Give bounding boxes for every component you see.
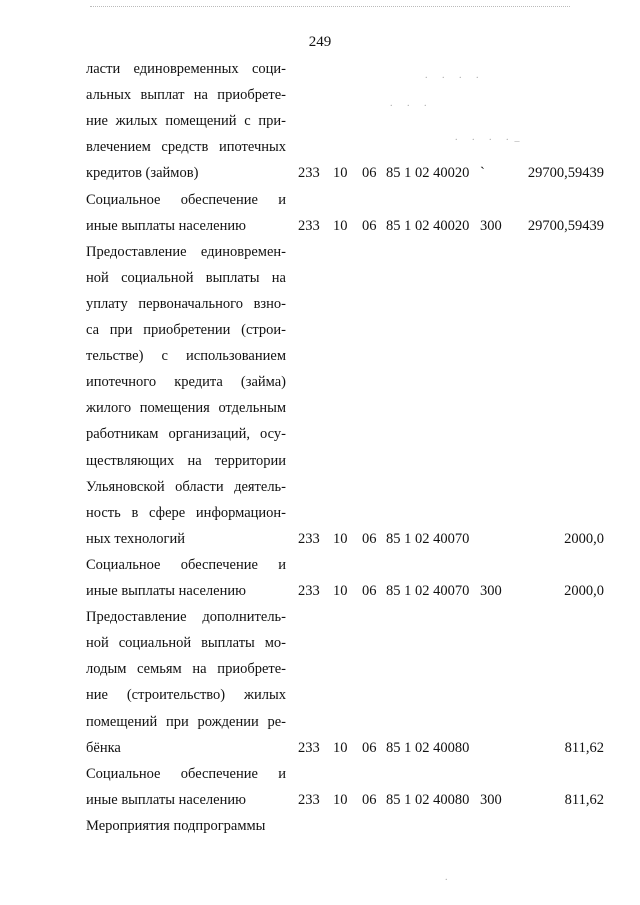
admin-code: 233: [298, 791, 320, 808]
amount: 811,62: [564, 791, 604, 808]
scan-noise: . . . .: [425, 70, 485, 81]
section-code: 10: [333, 739, 348, 756]
table-line: [0, 630, 640, 656]
table-line: [0, 343, 640, 369]
expense-type-code: 300: [480, 583, 502, 599]
row-description-line: влечением средств ипотечных: [86, 139, 286, 156]
table-line: [0, 395, 640, 421]
amount: 29700,59439: [527, 165, 604, 182]
subsection-code: 06: [362, 530, 377, 547]
target-article-code: 85 1 02 40070: [386, 583, 470, 599]
admin-code: 233: [298, 217, 320, 234]
row-description-line: ной социальной выплаты на: [86, 269, 286, 286]
table-line: [0, 265, 640, 291]
section-code: 10: [333, 583, 348, 599]
row-description-line: ласти единовременных соци-: [86, 61, 286, 77]
table-line: [0, 787, 640, 813]
amount: 811,62: [564, 739, 604, 756]
subsection-code: 06: [362, 583, 377, 599]
scan-artifact: [90, 6, 570, 11]
row-description-line: ществляющих на территории: [86, 452, 286, 469]
section-code: 10: [333, 217, 348, 234]
expense-type-code: 300: [480, 791, 502, 808]
table-line: [0, 761, 640, 787]
section-code: 10: [333, 791, 348, 808]
table-line: [0, 317, 640, 343]
row-description-line: жилого помещения отдельным: [86, 400, 286, 417]
row-description-line: альных выплат на приобрете-: [86, 87, 286, 104]
row-description-line: иные выплаты населению: [86, 791, 246, 808]
row-description-line: ных технологий: [86, 530, 185, 547]
row-description-line: Предоставление дополнитель-: [86, 609, 286, 626]
table-line: [0, 656, 640, 682]
amount: 29700,59439: [527, 217, 604, 234]
row-description-line: Социальное обеспечение и: [86, 765, 286, 782]
table-line: [0, 604, 640, 630]
table-line: [0, 56, 640, 82]
amount: 2000,0: [564, 530, 604, 547]
row-description-line: тельстве) с использованием: [86, 348, 286, 365]
row-description-line: ность в сфере информацион-: [86, 504, 286, 521]
target-article-code: 85 1 02 40070: [386, 530, 470, 547]
table-line: [0, 448, 640, 474]
row-description-line: кредитов (займов): [86, 165, 199, 182]
row-description-line: иные выплаты населению: [86, 217, 246, 234]
table-line: [0, 82, 640, 108]
target-article-code: 85 1 02 40020: [386, 217, 470, 234]
table-line: [0, 291, 640, 317]
row-description-line: бёнка: [86, 739, 121, 756]
expense-type-code: 300: [480, 217, 502, 234]
table-line: [0, 369, 640, 395]
row-description-line: иные выплаты населению: [86, 583, 246, 599]
subsection-code: 06: [362, 739, 377, 756]
target-article-code: 85 1 02 40080: [386, 791, 470, 808]
table-line: [0, 160, 640, 186]
subsection-code: 06: [362, 217, 377, 234]
table-line: [0, 578, 640, 604]
table-line: [0, 526, 640, 552]
admin-code: 233: [298, 165, 320, 182]
table-line: [0, 239, 640, 265]
row-description-line: уплату первоначального взно-: [86, 295, 286, 312]
row-description-line: ние жилых помещений с при-: [86, 113, 286, 130]
table-line: [0, 709, 640, 735]
subsection-code: 06: [362, 165, 377, 182]
target-article-code: 85 1 02 40080: [386, 739, 470, 756]
row-description-line: ние (строительство) жилых: [86, 687, 286, 704]
table-line: [0, 187, 640, 213]
table-line: [0, 134, 640, 160]
expense-type-code: `: [480, 165, 485, 182]
scan-noise: . . . ._: [455, 132, 526, 143]
row-description-line: Социальное обеспечение и: [86, 556, 286, 573]
table-line: [0, 735, 640, 761]
row-description-line: Предоставление единовремен-: [86, 243, 286, 260]
scan-noise: . . .: [390, 98, 433, 109]
table-line: [0, 813, 640, 839]
subsection-code: 06: [362, 791, 377, 808]
table-line: [0, 421, 640, 447]
section-code: 10: [333, 530, 348, 547]
table-line: [0, 213, 640, 239]
row-description-line: Ульяновской области деятель-: [86, 478, 286, 495]
table-line: [0, 500, 640, 526]
table-line: [0, 108, 640, 134]
table-line: [0, 474, 640, 500]
row-description-line: Социальное обеспечение и: [86, 191, 286, 208]
scan-noise: .: [445, 872, 454, 883]
row-description-line: Мероприятия подпрограммы: [86, 817, 266, 834]
admin-code: 233: [298, 739, 320, 756]
row-description-line: работникам организаций, осу-: [86, 426, 286, 443]
row-description-line: ной социальной выплаты мо-: [86, 635, 286, 652]
table-line: [0, 552, 640, 578]
page-number: 249: [308, 34, 332, 50]
target-article-code: 85 1 02 40020: [386, 165, 470, 182]
admin-code: 233: [298, 583, 320, 599]
section-code: 10: [333, 165, 348, 182]
row-description-line: са при приобретении (строи-: [86, 322, 286, 338]
amount: 2000,0: [564, 583, 604, 599]
admin-code: 233: [298, 530, 320, 547]
row-description-line: ипотечного кредита (займа): [86, 374, 286, 391]
table-line: [0, 682, 640, 708]
row-description-line: помещений при рождении ре-: [86, 713, 286, 730]
row-description-line: лодым семьям на приобрете-: [86, 661, 286, 678]
